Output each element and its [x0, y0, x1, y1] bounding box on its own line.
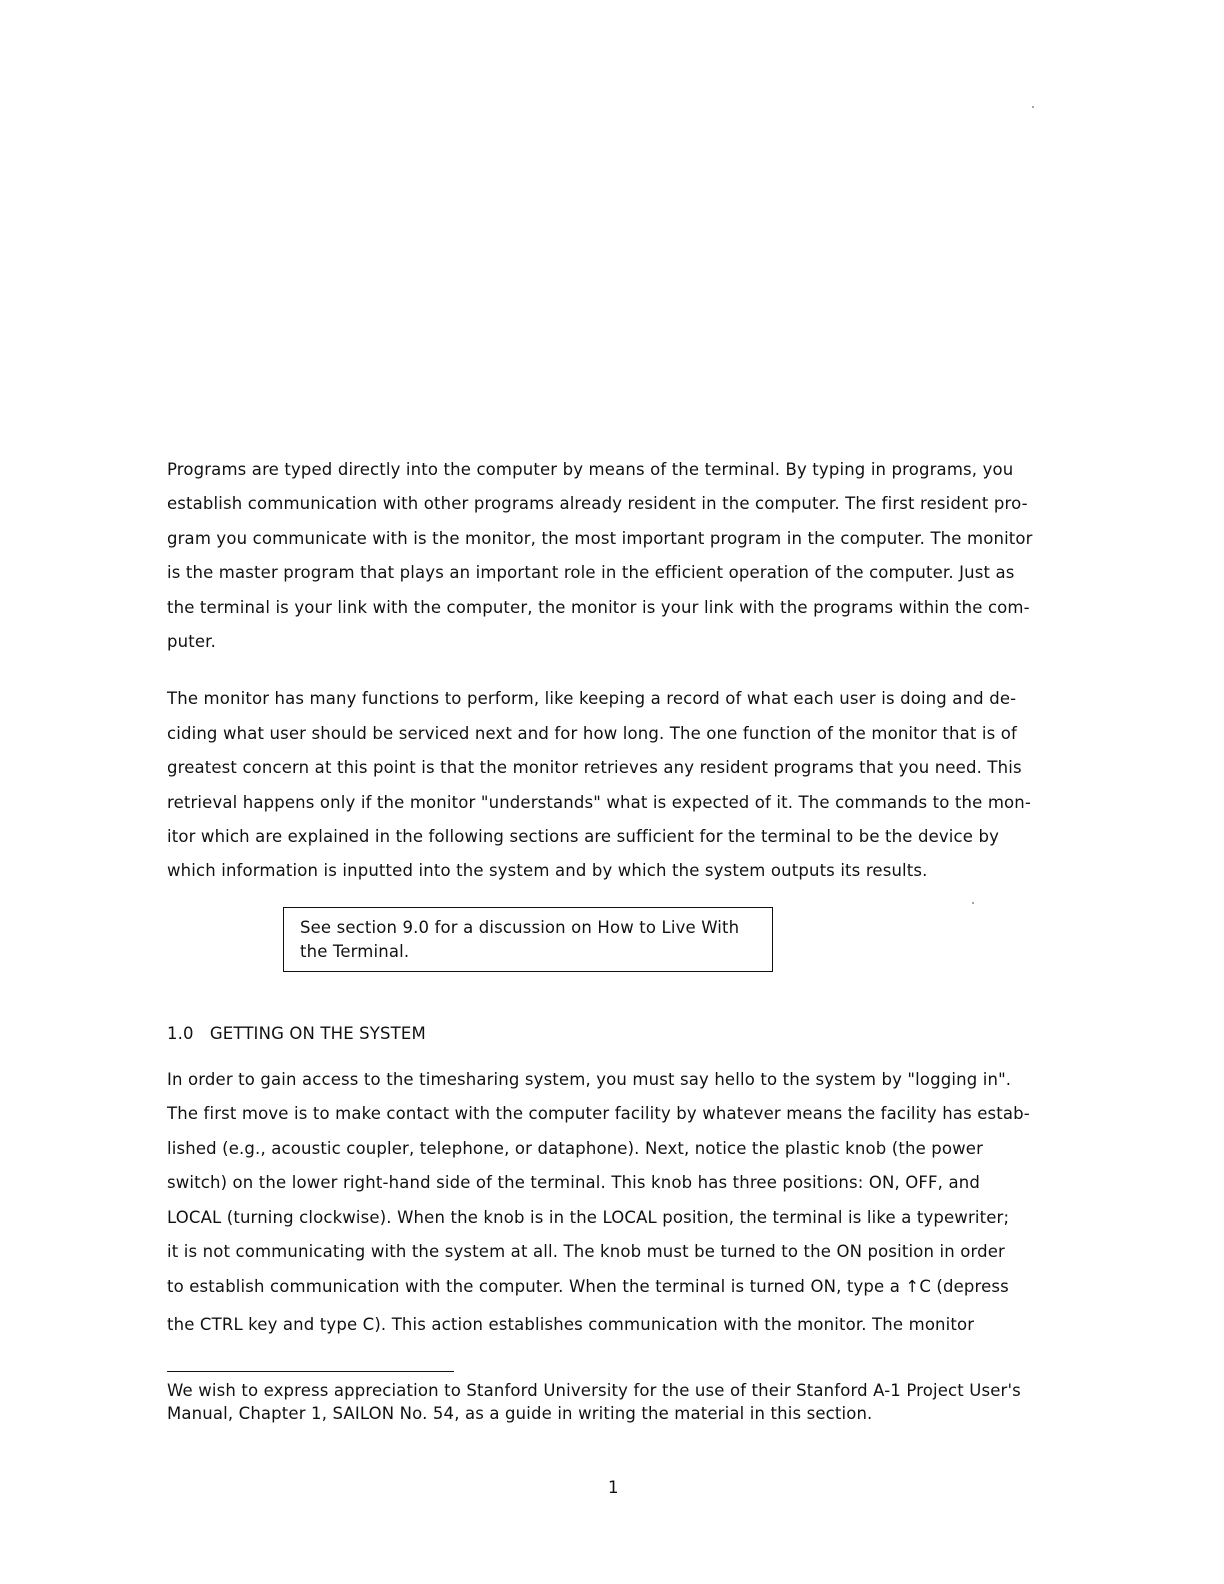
text-line: the terminal is your link with the computer, the monitor is your link with the programs within the com- — [167, 598, 1030, 617]
text-line: LOCAL (turning clockwise). When the knob is in the LOCAL position, the terminal is like a typewriter; — [167, 1208, 1010, 1227]
text-line: switch) on the lower right-hand side of the terminal. This knob has three positions: ON, OFF, and — [167, 1173, 980, 1192]
text-line: gram you communicate with is the monitor, the most important program in the computer. The monitor — [167, 529, 1033, 548]
text-line: The monitor has many functions to perform, like keeping a record of what each user is doing and de- — [167, 689, 1017, 708]
text-line: the CTRL key and type C). This action establishes communication with the monitor. The monitor — [167, 1315, 975, 1334]
note-box — [283, 907, 773, 972]
text-line: Programs are typed directly into the computer by means of the terminal. By typing in programs, you — [167, 460, 1014, 479]
page-number: 1 — [608, 1478, 619, 1497]
note-line: See section 9.0 for a discussion on How to Live With — [300, 918, 740, 937]
text-line: ciding what user should be serviced next and for how long. The one function of the monitor that is of — [167, 724, 1017, 743]
footnote-rule — [167, 1371, 454, 1372]
scan-speck — [1032, 106, 1034, 108]
text-line: In order to gain access to the timesharing system, you must say hello to the system by "logging in". — [167, 1070, 1012, 1089]
text-line: puter. — [167, 632, 216, 651]
text-line: itor which are explained in the following sections are sufficient for the terminal to be the device by — [167, 827, 999, 846]
text-line: is the master program that plays an important role in the efficient operation of the computer. Just as — [167, 563, 1015, 582]
text-line: which information is inputted into the system and by which the system outputs its results. — [167, 861, 928, 880]
text-line: establish communication with other programs already resident in the computer. The first resident pro- — [167, 494, 1028, 513]
footnote-line: We wish to express appreciation to Stanford University for the use of their Stanford A-1 Project User's — [167, 1381, 1021, 1400]
text-line: lished (e.g., acoustic coupler, telephone, or dataphone). Next, notice the plastic knob (the power — [167, 1139, 984, 1158]
text-line: greatest concern at this point is that the monitor retrieves any resident programs that you need. This — [167, 758, 1022, 777]
text-line: The first move is to make contact with the computer facility by whatever means the facility has estab- — [167, 1104, 1030, 1123]
text-line: retrieval happens only if the monitor "understands" what is expected of it. The commands to the mon- — [167, 793, 1031, 812]
scan-speck — [972, 902, 974, 904]
note-line: the Terminal. — [300, 942, 410, 961]
text-line: to establish communication with the computer. When the terminal is turned ON, type a ↑C (depress — [167, 1277, 1009, 1296]
section-heading: 1.0 GETTING ON THE SYSTEM — [167, 1024, 426, 1043]
text-line: it is not communicating with the system at all. The knob must be turned to the ON position in order — [167, 1242, 1005, 1261]
footnote-line: Manual, Chapter 1, SAILON No. 54, as a guide in writing the material in this section. — [167, 1404, 873, 1423]
